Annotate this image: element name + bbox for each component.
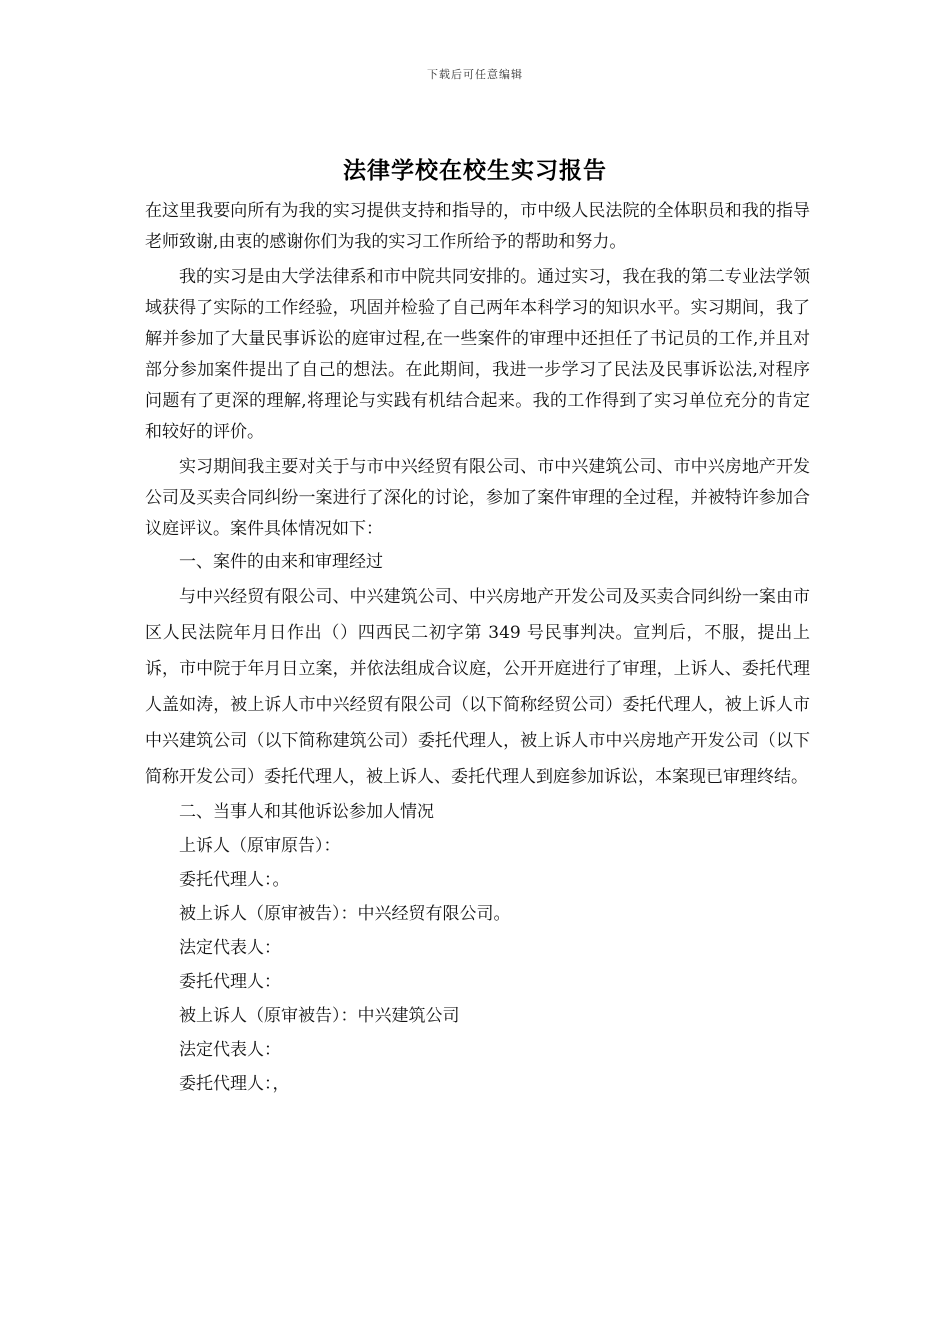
paragraph-case-intro: 实习期间我主要对关于与市中兴经贸有限公司、市中兴建筑公司、市中兴房地产开发公司及买卖合同纠纷一案进行了深化的讨论，参加了案件审理的全过程，并被特许参加合议庭评议。案件具体情况如下： xyxy=(145,457,810,539)
party-line: 委托代理人：， xyxy=(179,1074,290,1094)
party-line: 法定代表人： xyxy=(179,938,281,958)
party-line: 委托代理人： xyxy=(179,972,281,992)
document-title: 法律学校在校生实习报告 xyxy=(343,158,607,184)
section-heading-parties: 二、当事人和其他诉讼参加人情况 xyxy=(179,802,434,822)
party-line: 被上诉人（原审被告）：中兴建筑公司 xyxy=(179,1006,460,1026)
party-line: 被上诉人（原审被告）：中兴经贸有限公司。 xyxy=(179,904,511,924)
paragraph-internship-summary: 我的实习是由大学法律系和市中院共同安排的。通过实习，我在我的第二专业法学领域获得了实际的工作经验，巩固并检验了自己两年本科学习的知识水平。实习期间，我了解并参加了大量民事诉讼的庭审过程,在一些案件的审理中还担任了书记员的工作,并且对部分参加案件提出了自己的想法。在此期间，我进一步学习了民法及民事诉讼法,对程序问题有了更深的理解,将理论与实践有机结合起来。我的工作得到了实习单位充分的肯定和较好的评价。 xyxy=(145,267,810,442)
section-heading-origin: 一、案件的由来和审理经过 xyxy=(179,552,383,572)
header-note: 下载后可任意编辑 xyxy=(427,68,523,81)
paragraph-acknowledgement: 在这里我要向所有为我的实习提供支持和指导的，市中级人民法院的全体职员和我的指导老师致谢,由衷的感谢你们为我的实习工作所给予的帮助和努力。 xyxy=(145,201,810,252)
party-line: 上诉人（原审原告）： xyxy=(179,836,341,856)
document-body xyxy=(145,196,810,1101)
party-line: 法定代表人： xyxy=(179,1040,281,1060)
party-line: 委托代理人：。 xyxy=(179,870,290,890)
paragraph-case-origin: 与中兴经贸有限公司、中兴建筑公司、中兴房地产开发公司及买卖合同纠纷一案由市区人民法院年月日作出（）四西民二初字第 349 号民事判决。宣判后，不服，提出上诉，市中院于年月日立案，并依法组成合议庭，公开开庭进行了审理，上诉人、委托代理人盖如涛，被上诉人市中兴经贸有限公司（以下简称经贸公司）委托代理人，被上诉人市中兴建筑公司（以下简称建筑公司）委托代理人，被上诉人市中兴房地产开发公司（以下简称开发公司）委托代理人，被上诉人、委托代理人到庭参加诉讼，本案现已审理终结。 xyxy=(145,587,810,787)
